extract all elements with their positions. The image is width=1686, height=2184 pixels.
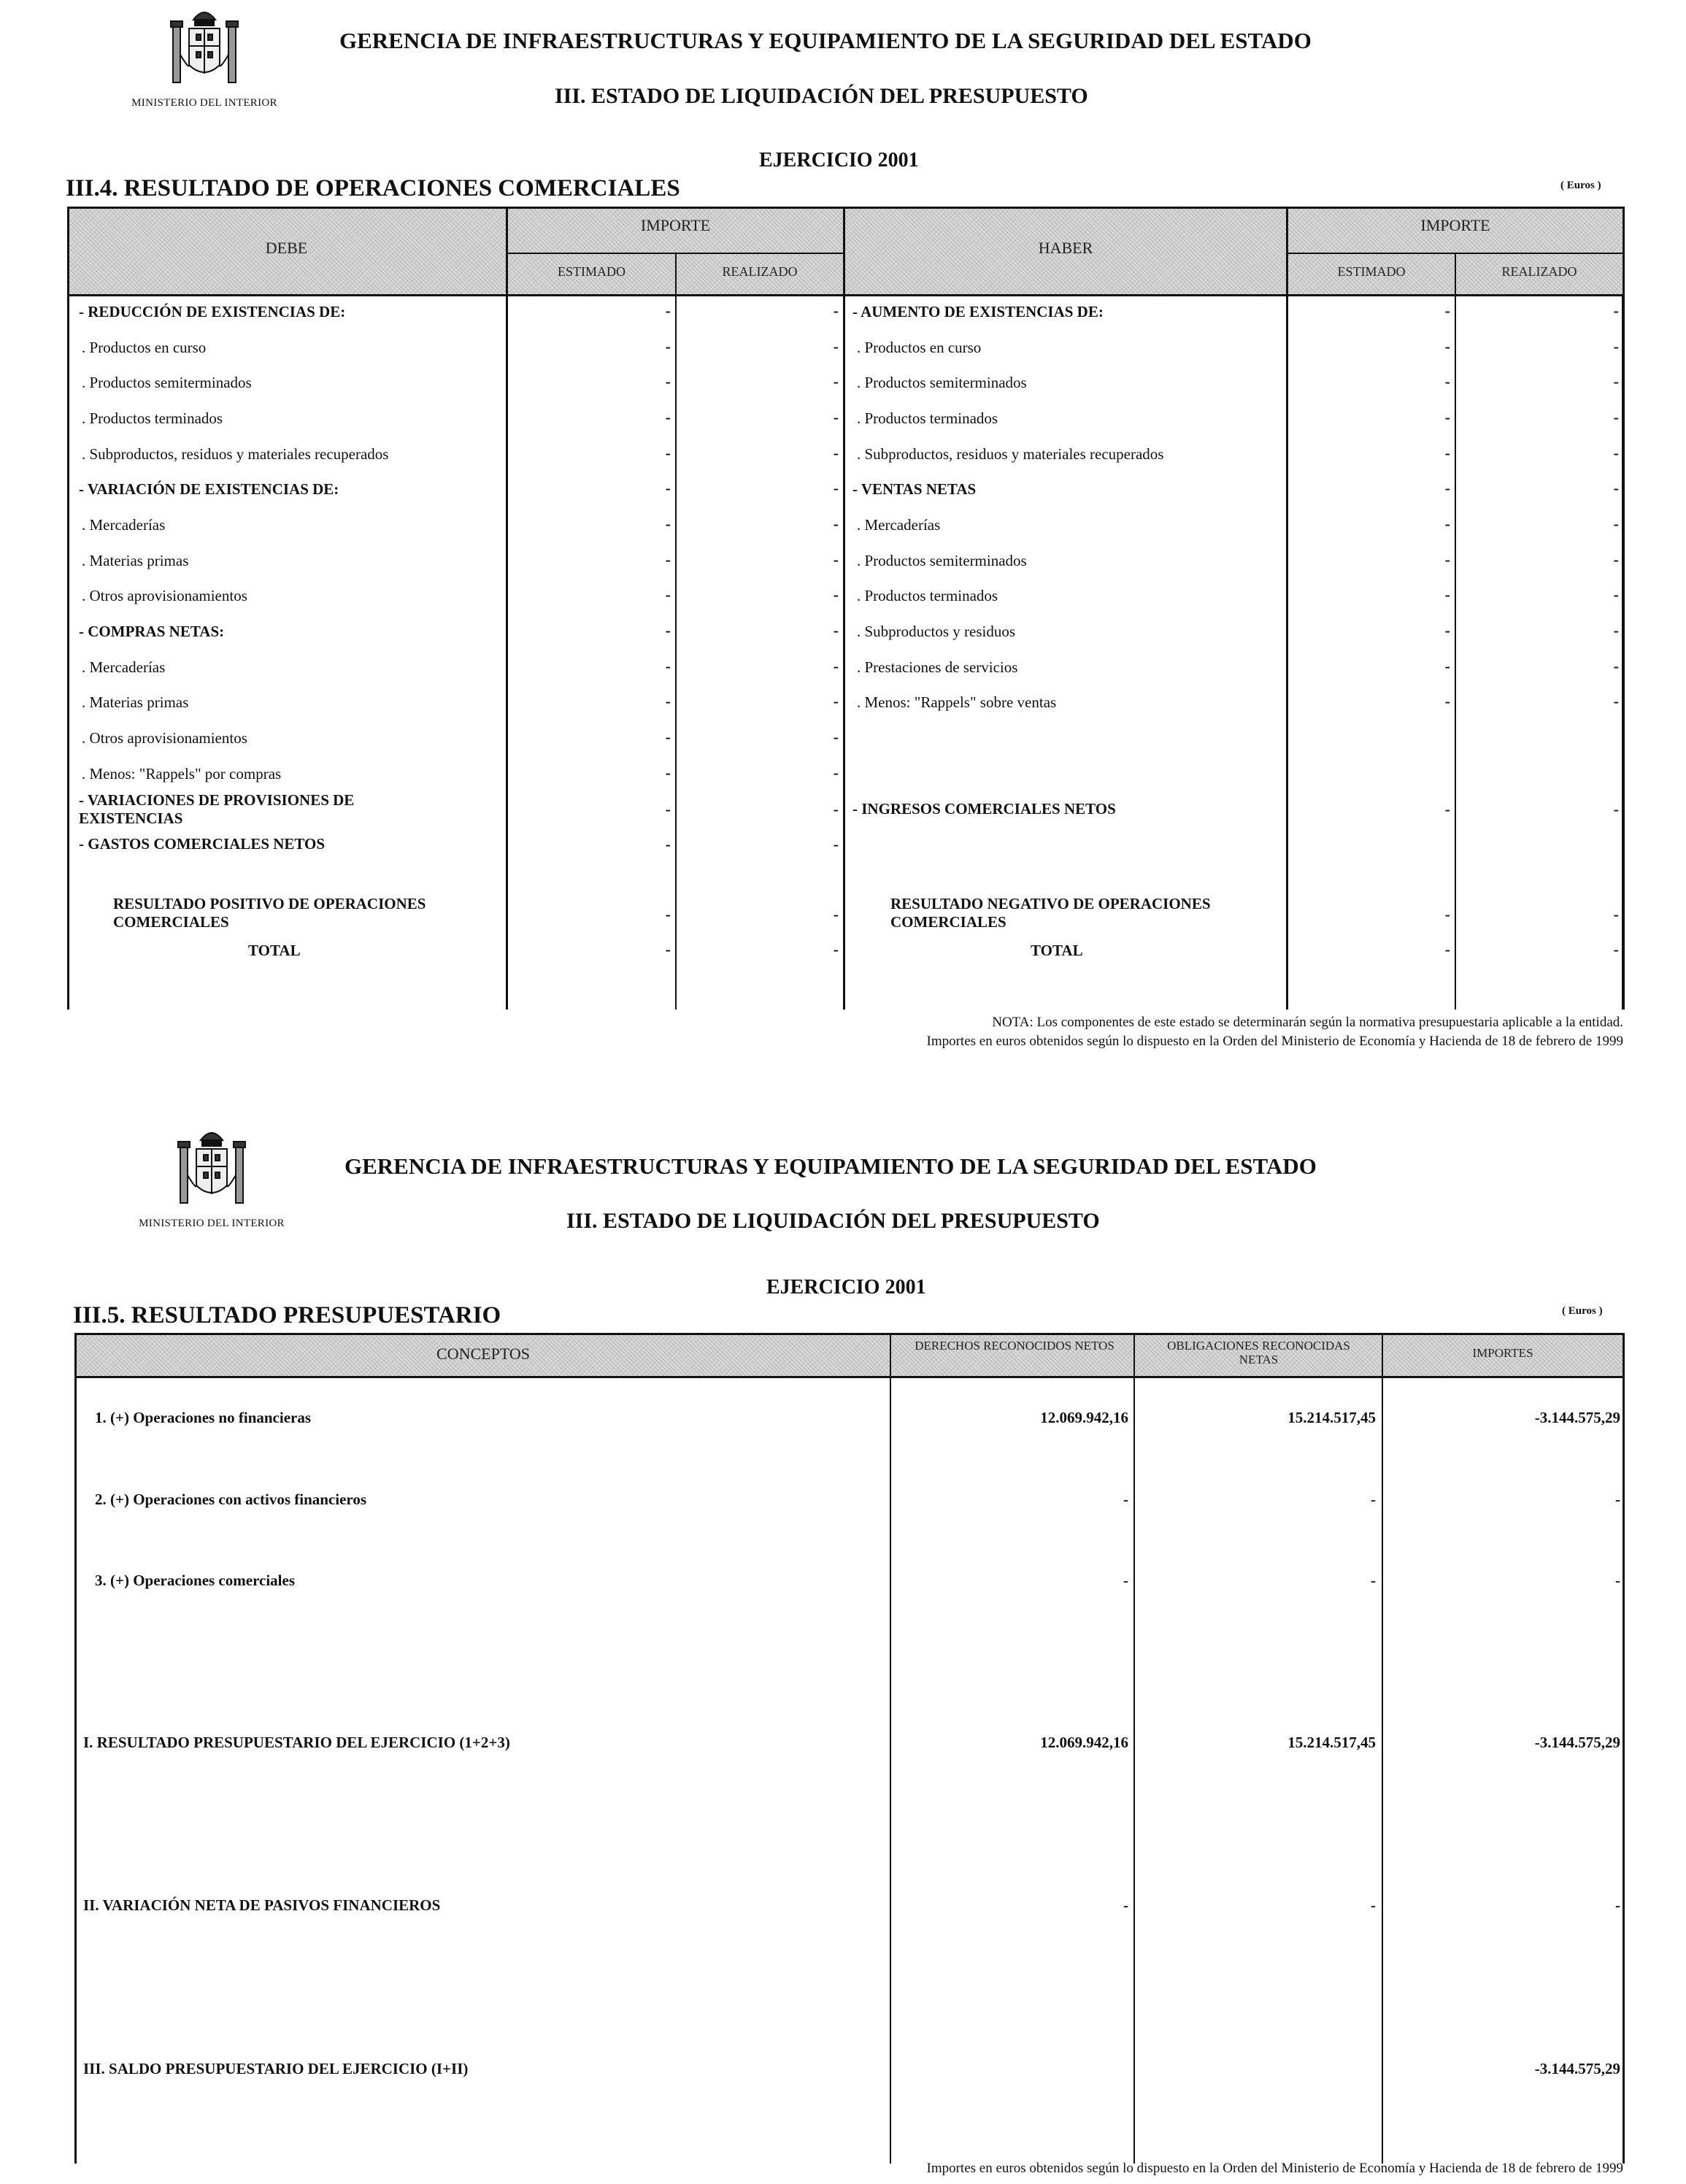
statement-title-2: III. ESTADO DE LIQUIDACIÓN DEL PRESUPUESTO — [566, 1209, 1100, 1233]
cell-value: - — [833, 764, 839, 782]
currency-unit-2: ( Euros ) — [1562, 1305, 1603, 1317]
haber-row-label: . Subproductos, residuos y materiales recuperados — [857, 445, 1164, 463]
cell-value: - — [665, 905, 671, 923]
cell-value: - — [665, 550, 671, 569]
ministry-logo — [109, 4, 299, 109]
cell-value: - — [665, 337, 671, 355]
org-title: GERENCIA DE INFRAESTRUCTURAS Y EQUIPAMIENTO DE LA SEGURIDAD DEL ESTADO — [339, 28, 1312, 53]
section1-title: III.4. RESULTADO DE OPERACIONES COMERCIALES — [66, 175, 680, 201]
cell-value: - — [1613, 408, 1619, 426]
cell-value: - — [1613, 337, 1619, 355]
haber-row-label: - VENTAS NETAS — [852, 480, 977, 498]
cell-value: - — [1613, 621, 1619, 639]
debe-row-label: . Mercaderías — [82, 658, 166, 676]
haber-row-label: RESULTADO NEGATIVO DE OPERACIONES COMERCIALES — [890, 895, 1211, 931]
cell-value: - — [833, 444, 839, 462]
derechos-value: - — [1123, 1491, 1128, 1508]
cell-value: - — [1444, 800, 1450, 818]
importes-value: -3.144.575,29 — [1534, 2060, 1620, 2077]
table-row-label: II. VARIACIÓN NETA DE PASIVOS FINANCIEROS — [83, 1896, 441, 1914]
obligaciones-value: - — [1371, 1896, 1376, 1914]
cell-value: - — [833, 692, 839, 710]
importes-value: -3.144.575,29 — [1534, 1734, 1620, 1751]
debe-header: DEBE — [265, 239, 308, 257]
table-row-label: III. SALDO PRESUPUESTARIO DEL EJERCICIO (I+II) — [83, 2060, 469, 2077]
cell-value: - — [833, 940, 839, 958]
table-row-label: 3. (+) Operaciones comerciales — [95, 1572, 295, 1589]
cell-value: - — [833, 657, 839, 675]
haber-row-label: . Subproductos y residuos — [857, 623, 1015, 640]
importes-value: - — [1615, 1896, 1620, 1914]
col-importes-header: IMPORTES — [1472, 1346, 1533, 1360]
statement-title: III. ESTADO DE LIQUIDACIÓN DEL PRESUPUESTO — [555, 84, 1088, 108]
cell-value: - — [665, 728, 671, 746]
cell-value: - — [665, 940, 671, 958]
cell-value: - — [1613, 372, 1619, 391]
cell-value: - — [665, 692, 671, 710]
cell-value: - — [833, 372, 839, 391]
cell-value: - — [833, 621, 839, 639]
cell-value: - — [665, 372, 671, 391]
haber-row-label: . Menos: "Rappels" sobre ventas — [857, 693, 1057, 711]
haber-header: HABER — [1038, 239, 1093, 257]
currency-unit: ( Euros ) — [1560, 180, 1601, 191]
cell-value: - — [665, 800, 671, 818]
debe-row-label: - VARIACIONES DE PROVISIONES DE EXISTENCIAS — [79, 791, 355, 827]
cell-value: - — [665, 515, 671, 533]
note-euros-2: Importes en euros obtenidos según lo dispuesto en la Orden del Ministerio de Economía y Hacienda de 18 de febrero de 1999 — [926, 2161, 1623, 2176]
debe-row-label: . Menos: "Rappels" por compras — [82, 765, 282, 783]
debe-row-label: . Productos en curso — [82, 339, 207, 356]
haber-row-label: . Productos semiterminados — [857, 374, 1027, 391]
cell-value: - — [1444, 550, 1450, 569]
operaciones-comerciales-table — [67, 207, 1625, 1010]
cell-value: - — [833, 479, 839, 497]
cell-value: - — [665, 764, 671, 782]
derechos-value: - — [1123, 1896, 1128, 1914]
cell-value: - — [665, 621, 671, 639]
cell-value: - — [833, 800, 839, 818]
fiscal-year-2: EJERCICIO 2001 — [766, 1276, 926, 1299]
ministry-name: MINISTERIO DEL INTERIOR — [139, 1218, 285, 1229]
haber-row-label: TOTAL — [1031, 942, 1083, 959]
derechos-value: - — [1123, 1572, 1128, 1589]
importe-header-left: IMPORTE — [640, 216, 711, 234]
cell-value: - — [665, 408, 671, 426]
cell-value: - — [833, 337, 839, 355]
cell-value: - — [1444, 301, 1450, 320]
cell-value: - — [833, 515, 839, 533]
haber-row-label: - AUMENTO DE EXISTENCIAS DE: — [852, 303, 1104, 320]
derechos-value: 12.069.942,16 — [1040, 1409, 1128, 1426]
haber-row-label: . Productos semiterminados — [857, 552, 1027, 569]
table-row-label: 1. (+) Operaciones no financieras — [95, 1409, 312, 1426]
coat-of-arms-icon — [164, 4, 245, 97]
debe-row-label: . Productos terminados — [82, 410, 223, 427]
cell-value: - — [1613, 800, 1619, 818]
cell-value: - — [833, 301, 839, 320]
cell-value: - — [1444, 372, 1450, 391]
debe-row-label: . Subproductos, residuos y materiales recuperados — [82, 445, 389, 463]
cell-value: - — [1444, 692, 1450, 710]
cell-value: - — [833, 835, 839, 853]
importes-value: -3.144.575,29 — [1534, 1409, 1620, 1426]
cell-value: - — [1613, 515, 1619, 533]
ministry-logo-2 — [117, 1124, 307, 1230]
obligaciones-value: 15.214.517,45 — [1287, 1734, 1376, 1751]
importes-value: - — [1615, 1491, 1620, 1508]
cell-value: - — [1444, 585, 1450, 604]
note-euros-1: Importes en euros obtenidos según lo dispuesto en la Orden del Ministerio de Economía y Hacienda de 18 de febrero de 1999 — [926, 1034, 1623, 1049]
col-conceptos-header: CONCEPTOS — [436, 1345, 530, 1363]
obligaciones-value: - — [1371, 1572, 1376, 1589]
cell-value: - — [1613, 905, 1619, 923]
cell-value: - — [1613, 657, 1619, 675]
cell-value: - — [833, 905, 839, 923]
debe-row-label: . Materias primas — [82, 693, 189, 711]
estimado-header-left: ESTIMADO — [558, 264, 625, 279]
cell-value: - — [1444, 621, 1450, 639]
table-row-label: I. RESULTADO PRESUPUESTARIO DEL EJERCICIO (1+2+3) — [83, 1734, 510, 1751]
debe-row-label: - VARIACIÓN DE EXISTENCIAS DE: — [79, 480, 339, 498]
cell-value: - — [665, 479, 671, 497]
cell-value: - — [1613, 585, 1619, 604]
cell-value: - — [1613, 301, 1619, 320]
cell-value: - — [1613, 444, 1619, 462]
cell-value: - — [665, 444, 671, 462]
realizado-header-left: REALIZADO — [722, 264, 798, 279]
cell-value: - — [1444, 515, 1450, 533]
section2-title: III.5. RESULTADO PRESUPUESTARIO — [73, 1302, 501, 1329]
col-derechos-header: DERECHOS RECONOCIDOS NETOS — [915, 1339, 1115, 1353]
haber-row-label: . Productos terminados — [857, 410, 998, 427]
col-obligaciones-header: OBLIGACIONES RECONOCIDAS NETAS — [1167, 1339, 1350, 1366]
cell-value: - — [665, 301, 671, 320]
note-components: NOTA: Los componentes de este estado se determinarán según la normativa presupuestaria aplicable a la entidad. — [992, 1015, 1623, 1030]
importe-header-right: IMPORTE — [1420, 216, 1490, 234]
debe-row-label: - COMPRAS NETAS: — [79, 623, 225, 640]
debe-row-label: - REDUCCIÓN DE EXISTENCIAS DE: — [79, 303, 346, 320]
cell-value: - — [665, 657, 671, 675]
haber-row-label: . Productos terminados — [857, 587, 998, 604]
haber-row-label: . Prestaciones de servicios — [857, 658, 1018, 676]
debe-row-label: - GASTOS COMERCIALES NETOS — [79, 835, 326, 853]
cell-value: - — [1444, 444, 1450, 462]
org-title-2: GERENCIA DE INFRAESTRUCTURAS Y EQUIPAMIENTO DE LA SEGURIDAD DEL ESTADO — [344, 1153, 1317, 1179]
haber-row-label: . Productos en curso — [857, 339, 982, 356]
obligaciones-value: - — [1371, 1491, 1376, 1508]
debe-row-label: . Materias primas — [82, 552, 189, 569]
importes-value: - — [1615, 1572, 1620, 1589]
cell-value: - — [1444, 408, 1450, 426]
cell-value: - — [1613, 940, 1619, 958]
cell-value: - — [833, 408, 839, 426]
cell-value: - — [1444, 479, 1450, 497]
coat-of-arms-icon — [172, 1124, 252, 1218]
cell-value: - — [1444, 657, 1450, 675]
cell-value: - — [1613, 692, 1619, 710]
cell-value: - — [665, 585, 671, 604]
realizado-header-right: REALIZADO — [1501, 264, 1577, 279]
cell-value: - — [665, 835, 671, 853]
cell-value: - — [1444, 337, 1450, 355]
table-row-label: 2. (+) Operaciones con activos financieros — [95, 1491, 367, 1508]
obligaciones-value: 15.214.517,45 — [1287, 1409, 1376, 1426]
debe-row-label: . Otros aprovisionamientos — [82, 729, 247, 747]
haber-row-label: - INGRESOS COMERCIALES NETOS — [852, 800, 1116, 818]
cell-value: - — [1444, 940, 1450, 958]
estimado-header-right: ESTIMADO — [1337, 264, 1406, 279]
derechos-value: 12.069.942,16 — [1040, 1734, 1128, 1751]
haber-row-label: . Mercaderías — [857, 516, 941, 534]
cell-value: - — [1613, 479, 1619, 497]
cell-value: - — [833, 550, 839, 569]
fiscal-year: EJERCICIO 2001 — [759, 149, 919, 172]
debe-row-label: TOTAL — [248, 942, 301, 959]
cell-value: - — [833, 728, 839, 746]
ministry-name: MINISTERIO DEL INTERIOR — [131, 97, 277, 109]
debe-row-label: . Productos semiterminados — [82, 374, 252, 391]
cell-value: - — [1444, 905, 1450, 923]
debe-row-label: . Mercaderías — [82, 516, 166, 534]
debe-row-label: RESULTADO POSITIVO DE OPERACIONES COMERCIALES — [113, 895, 426, 931]
debe-row-label: . Otros aprovisionamientos — [82, 587, 247, 604]
cell-value: - — [1613, 550, 1619, 569]
cell-value: - — [833, 585, 839, 604]
